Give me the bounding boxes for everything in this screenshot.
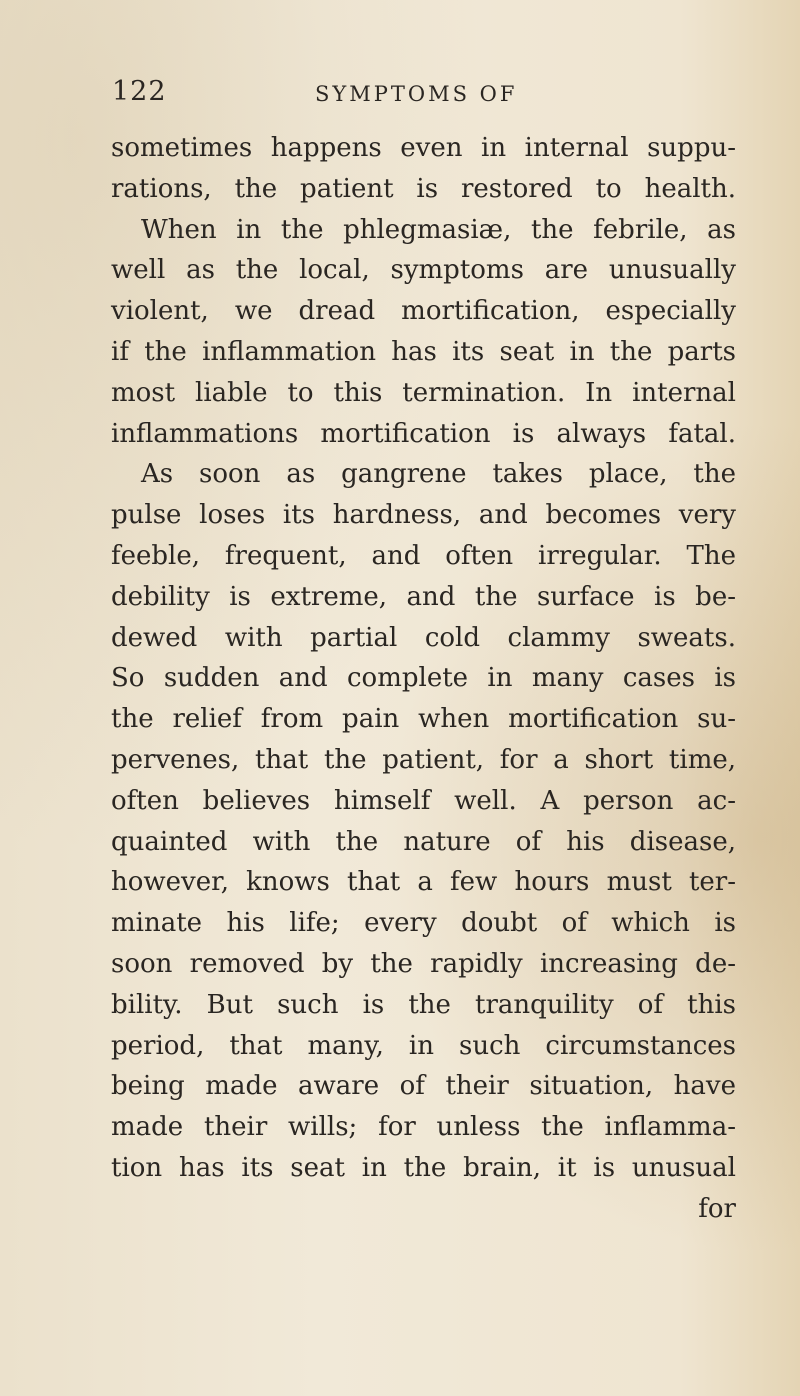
text-line: tion has its seat in the brain, it is unusual — [111, 1152, 736, 1183]
text-line: debility is extreme, and the surface is be- — [111, 581, 736, 612]
page-header — [112, 76, 732, 112]
text-line: inflammations mortification is always fatal. — [111, 418, 736, 449]
text-line: minate his life; every doubt of which is — [111, 908, 736, 939]
text-line: the relief from pain when mortification su- — [111, 704, 736, 735]
text-line: pervenes, that the patient, for a short time, — [111, 744, 736, 775]
text-line: well as the local, symptoms are unusually — [111, 255, 736, 286]
text-line: feeble, frequent, and often irregular. The — [111, 540, 736, 571]
body-text — [111, 128, 736, 1230]
text-line: violent, we dread mortification, especially — [111, 296, 736, 327]
text-line: dewed with partial cold clammy sweats. — [111, 622, 736, 653]
page-number: 122 — [112, 76, 167, 107]
text-line: So sudden and complete in many cases is — [111, 663, 736, 694]
catchword: for — [698, 1193, 736, 1224]
text-line: however, knows that a few hours must ter- — [111, 867, 736, 898]
text-line: quainted with the nature of his disease, — [111, 826, 736, 857]
text-line: being made aware of their situation, have — [111, 1071, 736, 1102]
text-line: soon removed by the rapidly increasing de- — [111, 948, 736, 979]
text-line: if the inflammation has its seat in the parts — [111, 336, 736, 367]
text-line: most liable to this termination. In internal — [111, 377, 736, 408]
text-line: pulse loses its hardness, and becomes very — [111, 500, 736, 531]
text-line: period, that many, in such circumstances — [111, 1030, 736, 1061]
text-line: sometimes happens even in internal suppu- — [111, 133, 736, 163]
text-line: made their wills; for unless the inflamma- — [111, 1112, 736, 1143]
running-head: SYMPTOMS OF — [315, 82, 518, 106]
text-line: often believes himself well. A person ac- — [111, 785, 736, 816]
text-line: bility. But such is the tranquility of this — [111, 989, 736, 1020]
text-line: As soon as gangrene takes place, the — [141, 459, 736, 490]
text-line: When in the phlegmasiæ, the febrile, as — [141, 214, 736, 245]
text-line: rations, the patient is restored to health. — [111, 173, 736, 204]
